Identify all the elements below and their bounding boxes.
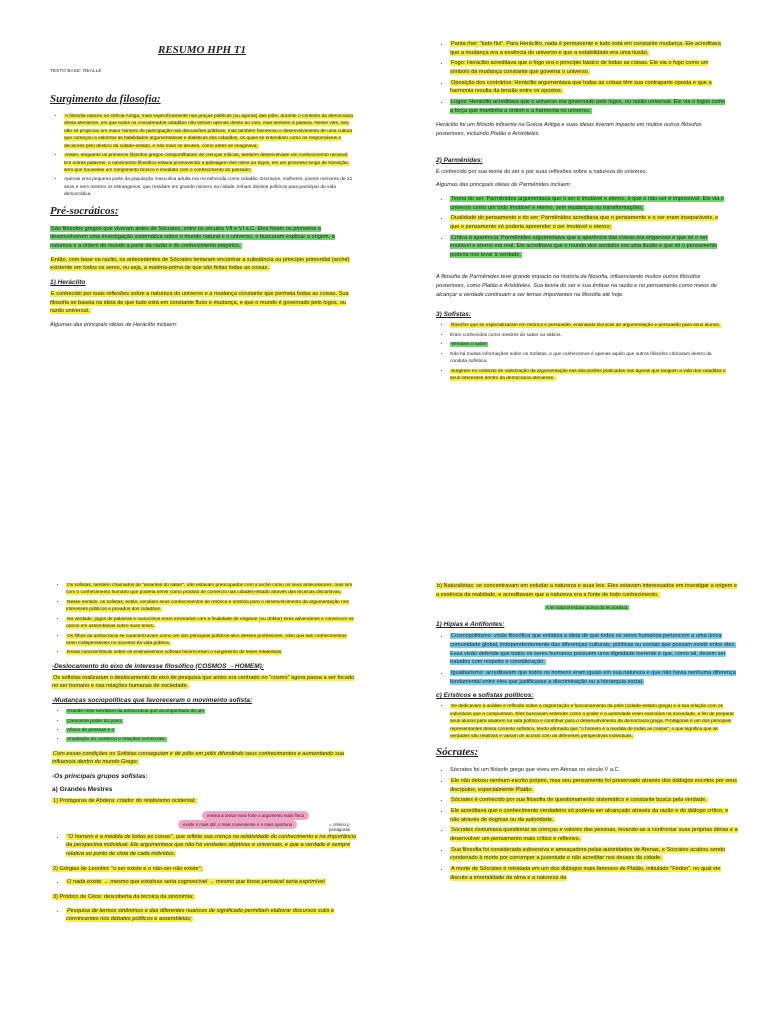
list-item: • Sócrates costumava questionar as crenças e valores das pessoas, levando-as a confrontar suas próprias ideias e a desenvolver um pensamento mais crítico e reflexivo. (450, 826, 738, 843)
list-item: • Teoria do ser: Parmênides argumentava que o ser é imutável e eterno, e que o não-ser é impossível. Ele via o universo como um todo imutável e eterno, sem mudanças ou transformações; (450, 195, 728, 212)
annotation-note: = critério p protagoras (329, 821, 350, 833)
list-item: • Apenas uma pequena parte da população masculina adulta era reconhecida como cidadão. Escravos, mulheres, jovens menores de 21 anos e nem mesmo os estrangeiros, que residiam em grande número na cidade, tinham direitos políticos para participar da vida democrática. (64, 176, 354, 198)
list-item: • A filosofia nasceu na Grécia Antiga, mais especificamente nas praças públicas (ou ágoras) das pólis, durante o contexto da democracia direta ateniense, em que todos os considerados cidadãos não tinham apenas direito ao voto, mas também à palavra. Nesse viés, isso não só propiciou um maior número de participação nas discussões públicas, mas também favoreceu o desenvolvimento de uma cultura que começou a valorizar as habilidades argumentativas e dialéticas dos cidadãos, os quais se entendiam como os responsáveis e decisores pelo destino da cidade-estado, e não mais os deuses, como antes se imaginava; (64, 113, 354, 150)
document-page-2 (384, 0, 768, 512)
parmenides-ideas-list (436, 195, 728, 260)
heading-eristicos: c) Erísticos e sofistas políticos: (436, 692, 534, 700)
list-item: • Dualidade do pensamento e do ser: Parmênides acreditava que o pensamento e o ser eram inseparáveis, e que o pensamento só poderia apreender o ser imutável e eterno; (450, 214, 728, 231)
list-item: • Ele acreditava que o conhecimento verdadeiro só poderia ser alcançado através da razão e do diálogo crítico, e não através de dogmas ou da autoridade. (450, 807, 738, 824)
protagoras-line: 1) Protágoras de Abdera: criador do relativismo ocidental; (53, 798, 196, 805)
list-item: • "O homem é a medida de todas as coisas", que reflete sua crença na relatividade do conhecimento e na importância da perspectiva individual. Ele argumentava que não há verdades objetivas e universais, e que a verdade é sempre relativa ao ponto de vista de cada indivíduo. (66, 833, 358, 859)
list-item: • Não há muitas informações sobre os Sofistas, o que conhecemos é apenas aquilo que outros filósofos criticaram dentro da conduta sofística; (450, 351, 728, 366)
list-item: • Eram conhecidos como mestres do saber ou sábios. (450, 332, 728, 339)
list-item: • Grande crise inevitável da aristocracia que acompanhado de um (66, 708, 358, 715)
texto-base-label: TEXTO BASE: REALLE (50, 68, 102, 73)
list-item: • Os filhos da aristocracia se caracterizavam como um dos principais públicos-alvo desses professores, visto que tais conhecimentos eram indispensáveis no sucesso da vida pública. (66, 633, 358, 648)
list-item: • Crítica à aparência: Parmênides argumentava que a aparência das coisas era enganosa e que só o ser imutável e eterno era real. Ele acreditava que o mundo dos sentidos era uma ilusão e que só o pensamento poderia nos levar à verdade. (450, 234, 728, 260)
paragraph: É conhecido por sua teoria do ser e por suas reflexões sobre a natureza do universo. (436, 168, 648, 175)
heading-deslocamento: -Deslocamento do eixo de interesse filosófico (COSMOS →HOMEM): (52, 662, 265, 670)
list-item: • Cosmopolitismo: visão filosófica que enfatiza a ideia de que todos os seres humanos pertencem a uma única comunidade global, independentemente das diferenças culturais, políticas ou sociais que possam existir entre eles. Essa visão defende que todos os seres humanos possuem uma dignidade inerente e que, como tal, devem ser tratados com respeito e consideração. (450, 632, 738, 667)
list-item: • Logos: Heráclito acreditava que o universo era governado pelo logos, ou razão universal. Ele via o logos como a força que mantinha a ordem e a harmonia no universo. (450, 98, 728, 115)
list-item: • Nesse sentido, os sofistas, então, vendiam seus conhecimentos de retórica e oratória para o desenvolvimento da argumentação nos interesses públicos e privados dos cidadãos. (66, 599, 358, 614)
heading-grandes-mestres: a) Grandes Mestres (52, 786, 113, 794)
gorgias-line: 2) Górgias de Leontini: "o ser existe e o não-ser não existe"; (53, 865, 203, 872)
hipias-list (436, 632, 738, 686)
handwritten-notes (52, 811, 358, 831)
gorgias-list (52, 878, 358, 887)
list-item: • Surgiram no contexto de valorização da argumentação nas discussões praticadas nas ágoras que tangiam a vida dos cidadãos e seus interesses dentro da democracia ateniense. (450, 368, 728, 383)
paragraph: É conhecido por suas reflexões sobre a natureza do universo e a mudança constante que permeia todas as coisas. Sua filosofia se baseia na ideia de que tudo está em constante fluxo e mudança, e que o mundo é governado pelo logos, ou razão universal. (50, 290, 349, 315)
list-item: • Oposição dos contrários: Heráclito argumentava que todas as coisas têm sua contraparte oposta e que a harmonia resulta da tensão entre os opostos. (450, 79, 728, 96)
list-item: • Igualitarismo: acreditavam que todos os homens eram iguais em sua natureza e que não havia nenhuma diferença fundamental entre eles que justificasse a discriminação ou a hierarquia social. (450, 669, 738, 686)
heading-socrates: Sócrates: (436, 746, 479, 759)
list-item: • Afluxo de pessoas e o (66, 727, 358, 734)
list-item: • Essas características sobre os ensinamentos sofistas favoreceram o surgimento de teses relativistas (66, 649, 358, 656)
list-item: • A morte de Sócrates é retratada em um dos diálogos mais famosos de Platão, intitulado "Fédon", no qual ele discute a imortalidade da alma e a natureza da (450, 865, 738, 882)
list-item: • Sócrates é conhecido por sua filosofia de questionamento sistemático e constante busca pela verdade. (450, 796, 738, 805)
heading-sofistas: 3) Sofistas: (436, 311, 472, 319)
paragraph: Algumas das principais ideias de Parmênides incluem: (436, 182, 572, 189)
document-page-4 (384, 512, 768, 1024)
list-item: • filósofos que se especializaram em retórica e persuasão, ensinando técnicas de argumentação e persuasão para seus alunos. (450, 322, 728, 329)
heading-hipias: 1) Hípias e Antifontes: (436, 621, 505, 629)
paragraph: Heráclito foi um filósofo influente na Grécia Antiga e suas ideias tiveram impacto em muitos outros filósofos posteriores, incluindo Platão e Aristóteles. (436, 122, 702, 137)
naturalistas-note: A lei natural estava acima da lei positiva; (545, 605, 629, 611)
list-item: • Sócrates foi um filósofo grego que viveu em Atenas no século V a.C. (450, 766, 738, 775)
list-item: • Pesquisa de termos sinônimos e das diferentes nuances de significado permitiam elaborar discursos sutis e convincentes nos debates políticos e assembleias; (66, 907, 358, 924)
eristicos-list (436, 703, 738, 740)
list-item: • Ampliação do comercio e relações comerciais. (66, 736, 358, 743)
document-page-1 (0, 0, 384, 512)
surgimento-list (50, 113, 354, 199)
heading-presocraticos: Pré-socráticos: (50, 204, 119, 217)
list-item: • Assim, enquanto os primeiros filósofos gregos compartilharam de crenças míticas, também desenvolviam um conhecimento racional. Em outras palavras, o nascimento filosófico estaria promovendo a passagem dos mitos ao logos, em um processo longo de transição, sem que houvesse um rompimento brusco e imediato com o conhecimento do passado; (64, 152, 354, 174)
document-page-3 (0, 512, 384, 1024)
list-item: • Crescente poder do povo; (66, 718, 358, 725)
heading-heraclito: 1) Heráclito (50, 278, 86, 286)
paragraph: Algumas das principais ideias de Heráclito incluem: (50, 321, 178, 328)
annotation-note: existe o mais útil, o mais conveniente e o mais oportuno (178, 820, 297, 829)
prodico-list (52, 907, 358, 924)
heraclito-ideas-list (436, 40, 728, 115)
paragraph: Com essas condições os Sofistas conseguiam ir de pólis em pólis difundindo seus conhecimentos e aumentando sua influencia dentro do mundo Grego; (52, 750, 345, 766)
paragraph: Os sofistas realizaram o deslocamento do eixo de pesquisa que antes era centrado no "cosmo" agora passa a ser focado no ser humano e nas relações humanas de sociedade. (52, 674, 355, 690)
naturalistas-paragraph: b) Naturalistas: se concentravam em estudar a natureza e suas leis. Eles estavam interessados em investigar a origem e a essência da realidade, e acreditavam que a natureza era a fonte de todo conhecimento. (436, 583, 738, 598)
paragraph: A filosofia de Parmênides teve grande impacto na história da filosofia, influenciando muitos outros filósofos posteriores, como Platão e Aristóteles. Sua teoria do ser e sua ênfase na razão e no pensamento como meios de alcançar a verdade continuam a ser temas importantes na filosofia até hoje. (436, 274, 717, 298)
list-item: • Vendiam o saber (450, 341, 728, 348)
list-item: • Se dedicavam à análise e reflexão sobre a organização e funcionamento da polis (cidade-estado grega) e à sua relação com os indivíduos que a compunham. Eles buscavam entender como o poder e a autoridade eram exercidos na sociedade, a fim de preparar seus alunos para atuarem na vida política e contribuir para o desenvolvimento da democracia grega. Protágoras é um dos principais representantes dessa corrente sofística, tendo afirmado que "o homem é a medida de todas as coisas", o que significa que as verdades são relativas e variam de acordo com as diferentes perspectivas individuais. (450, 703, 738, 740)
sofistas-list (436, 322, 728, 382)
heading-mudancas: -Mudanças sociopolíticas que favoreceram o movimento sofista: (52, 697, 253, 705)
prodico-line: 3) Pródico de Céos: descoberta da técnica da sinonímia; (53, 894, 194, 901)
list-item: • Na verdade, jogos de palavras e raciocínios eram ensinados com a finalidade de enganar (ou driblar) seus adversários e convencer os outros em assembleias sobre suas teses. (66, 616, 358, 631)
sofistas-details-list (52, 582, 358, 657)
protagoras-list (52, 833, 358, 859)
list-item: • Panta rhei: "tudo flui". Para Heráclito, nada é permanente e tudo está em constante mudança. Ele acreditava que a mudança era a essência do universo e que a estabilidade era uma ilusão. (450, 40, 728, 57)
list-item: • Fogo: Heráclito acreditava que o fogo era o princípio básico de todas as coisas. Ele via o fogo como um símbolo da mudança constante que governa o universo. (450, 59, 728, 76)
paragraph: Então, com base na razão, os antecedentes de Sócrates tentaram encontrar a substância ou princípio primordial (arché) existente em todos os seres, ou seja, a matéria-prima de que são feitas todas as coisas. (50, 256, 350, 272)
heading-surgimento: Surgimento da filosofia: (50, 93, 161, 105)
mudancas-list (52, 708, 358, 744)
heading-parmenides: 2) Parmênides: (436, 156, 483, 164)
annotation-note: ensina a tornar mais forte o argumento mais fraco (202, 811, 309, 820)
list-item: • Ele não deixou nenhum escrito próprio, mas seu pensamento foi preservado através dos diálogos escritos por seus discípulos, especialmente Platão. (450, 777, 738, 794)
list-item: • O nada existe → mesmo que existisse seria cognoscível → mesmo que fosse pensável seria exprimível (66, 878, 358, 887)
heading-grupos: -Os principais grupos sofistas: (52, 773, 148, 781)
socrates-list (436, 766, 738, 882)
document-title: RESUMO HPH T1 (157, 44, 246, 56)
list-item: • Sua filosofia foi considerada subversiva e ameaçadora pelas autoridades de Atenas, e Sócrates acabou sendo condenado à morte por corromper a juventude e não acreditar nos deuses da cidade. (450, 846, 738, 863)
list-item: • Os sofistas, também chamados de "amantes do saber", não estavam preocupados com a arché como os seus antecessores, mas sim com o conhecimento humano que poderia servir como produto de comércio nas cidades-estado através das técnicas discursivas; (66, 582, 358, 597)
paragraph: São filósofos gregos que viveram antes de Sócrates, entre os séculos VII e VI a.C. Eles foram os primeiros a desenvolverem uma investigação sistemática sobre o mundo natural e o universo, e buscaram explicar a origem, a natureza e a ordem do mundo a partir da razão e do conhecimento empírico. (50, 225, 335, 249)
